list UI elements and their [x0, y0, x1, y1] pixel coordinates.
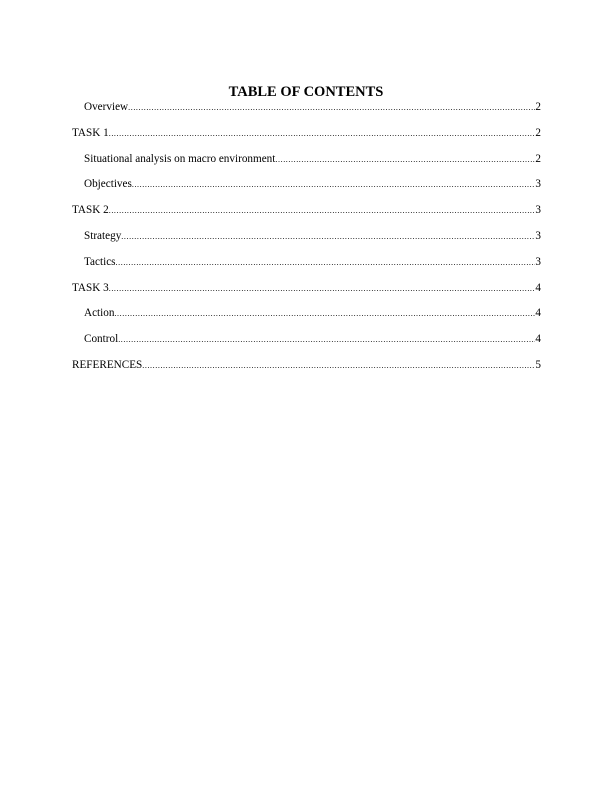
- dot-leader: [128, 101, 535, 115]
- toc-entry-overview[interactable]: [72, 100, 541, 126]
- dot-leader: [109, 204, 536, 218]
- dot-leader: [275, 153, 535, 167]
- toc-entry-page-number: 5: [535, 358, 541, 371]
- toc-entry-label: Action: [84, 307, 115, 320]
- toc-entry-label: Tactics: [84, 255, 116, 268]
- toc-title: TABLE OF CONTENTS: [228, 84, 384, 100]
- toc-entry-references[interactable]: [72, 358, 541, 384]
- toc-entry-label: TASK 3: [72, 281, 109, 294]
- dot-leader: [118, 333, 535, 347]
- toc-entry-label: TASK 2: [72, 204, 109, 217]
- toc-entry-page-number: 3: [535, 229, 541, 242]
- toc-entry-objectives[interactable]: [72, 177, 541, 203]
- dot-leader: [114, 307, 535, 321]
- toc-entry-task-2[interactable]: [72, 203, 541, 229]
- toc-entry-label: Overview: [84, 101, 129, 113]
- toc-entry-situational-analysis[interactable]: [72, 152, 541, 178]
- toc-list: [72, 100, 541, 384]
- toc-entry-control[interactable]: [72, 332, 541, 358]
- toc-entry-page-number: 2: [535, 152, 541, 165]
- toc-entry-action[interactable]: [72, 306, 541, 332]
- toc-entry-tactics[interactable]: [72, 255, 541, 281]
- toc-entry-page-number: 3: [535, 204, 541, 217]
- toc-entry-label: REFERENCES: [72, 358, 143, 371]
- toc-entry-task-1[interactable]: [72, 126, 541, 152]
- toc-entry-label: Situational analysis on macro environment: [84, 152, 276, 165]
- toc-entry-label: Strategy: [84, 229, 122, 242]
- toc-entry-page-number: 4: [535, 333, 541, 346]
- toc-entry-page-number: 4: [535, 281, 541, 294]
- dot-leader: [109, 127, 536, 141]
- toc-entry-label: TASK 1: [72, 126, 109, 139]
- dot-leader: [109, 282, 536, 296]
- toc-entry-page-number: 4: [535, 307, 541, 320]
- dot-leader: [142, 359, 535, 373]
- dot-leader: [116, 256, 536, 270]
- toc-entry-page-number: 2: [535, 126, 541, 139]
- dot-leader: [132, 178, 536, 192]
- toc-entry-page-number: 3: [535, 178, 541, 191]
- toc-entry-strategy[interactable]: [72, 229, 541, 255]
- toc-entry-page-number: 2: [535, 101, 541, 113]
- toc-entry-label: Control: [84, 333, 119, 346]
- dot-leader: [121, 230, 535, 244]
- toc-entry-task-3[interactable]: [72, 281, 541, 307]
- toc-entry-label: Objectives: [84, 178, 132, 191]
- toc-entry-page-number: 3: [535, 255, 541, 268]
